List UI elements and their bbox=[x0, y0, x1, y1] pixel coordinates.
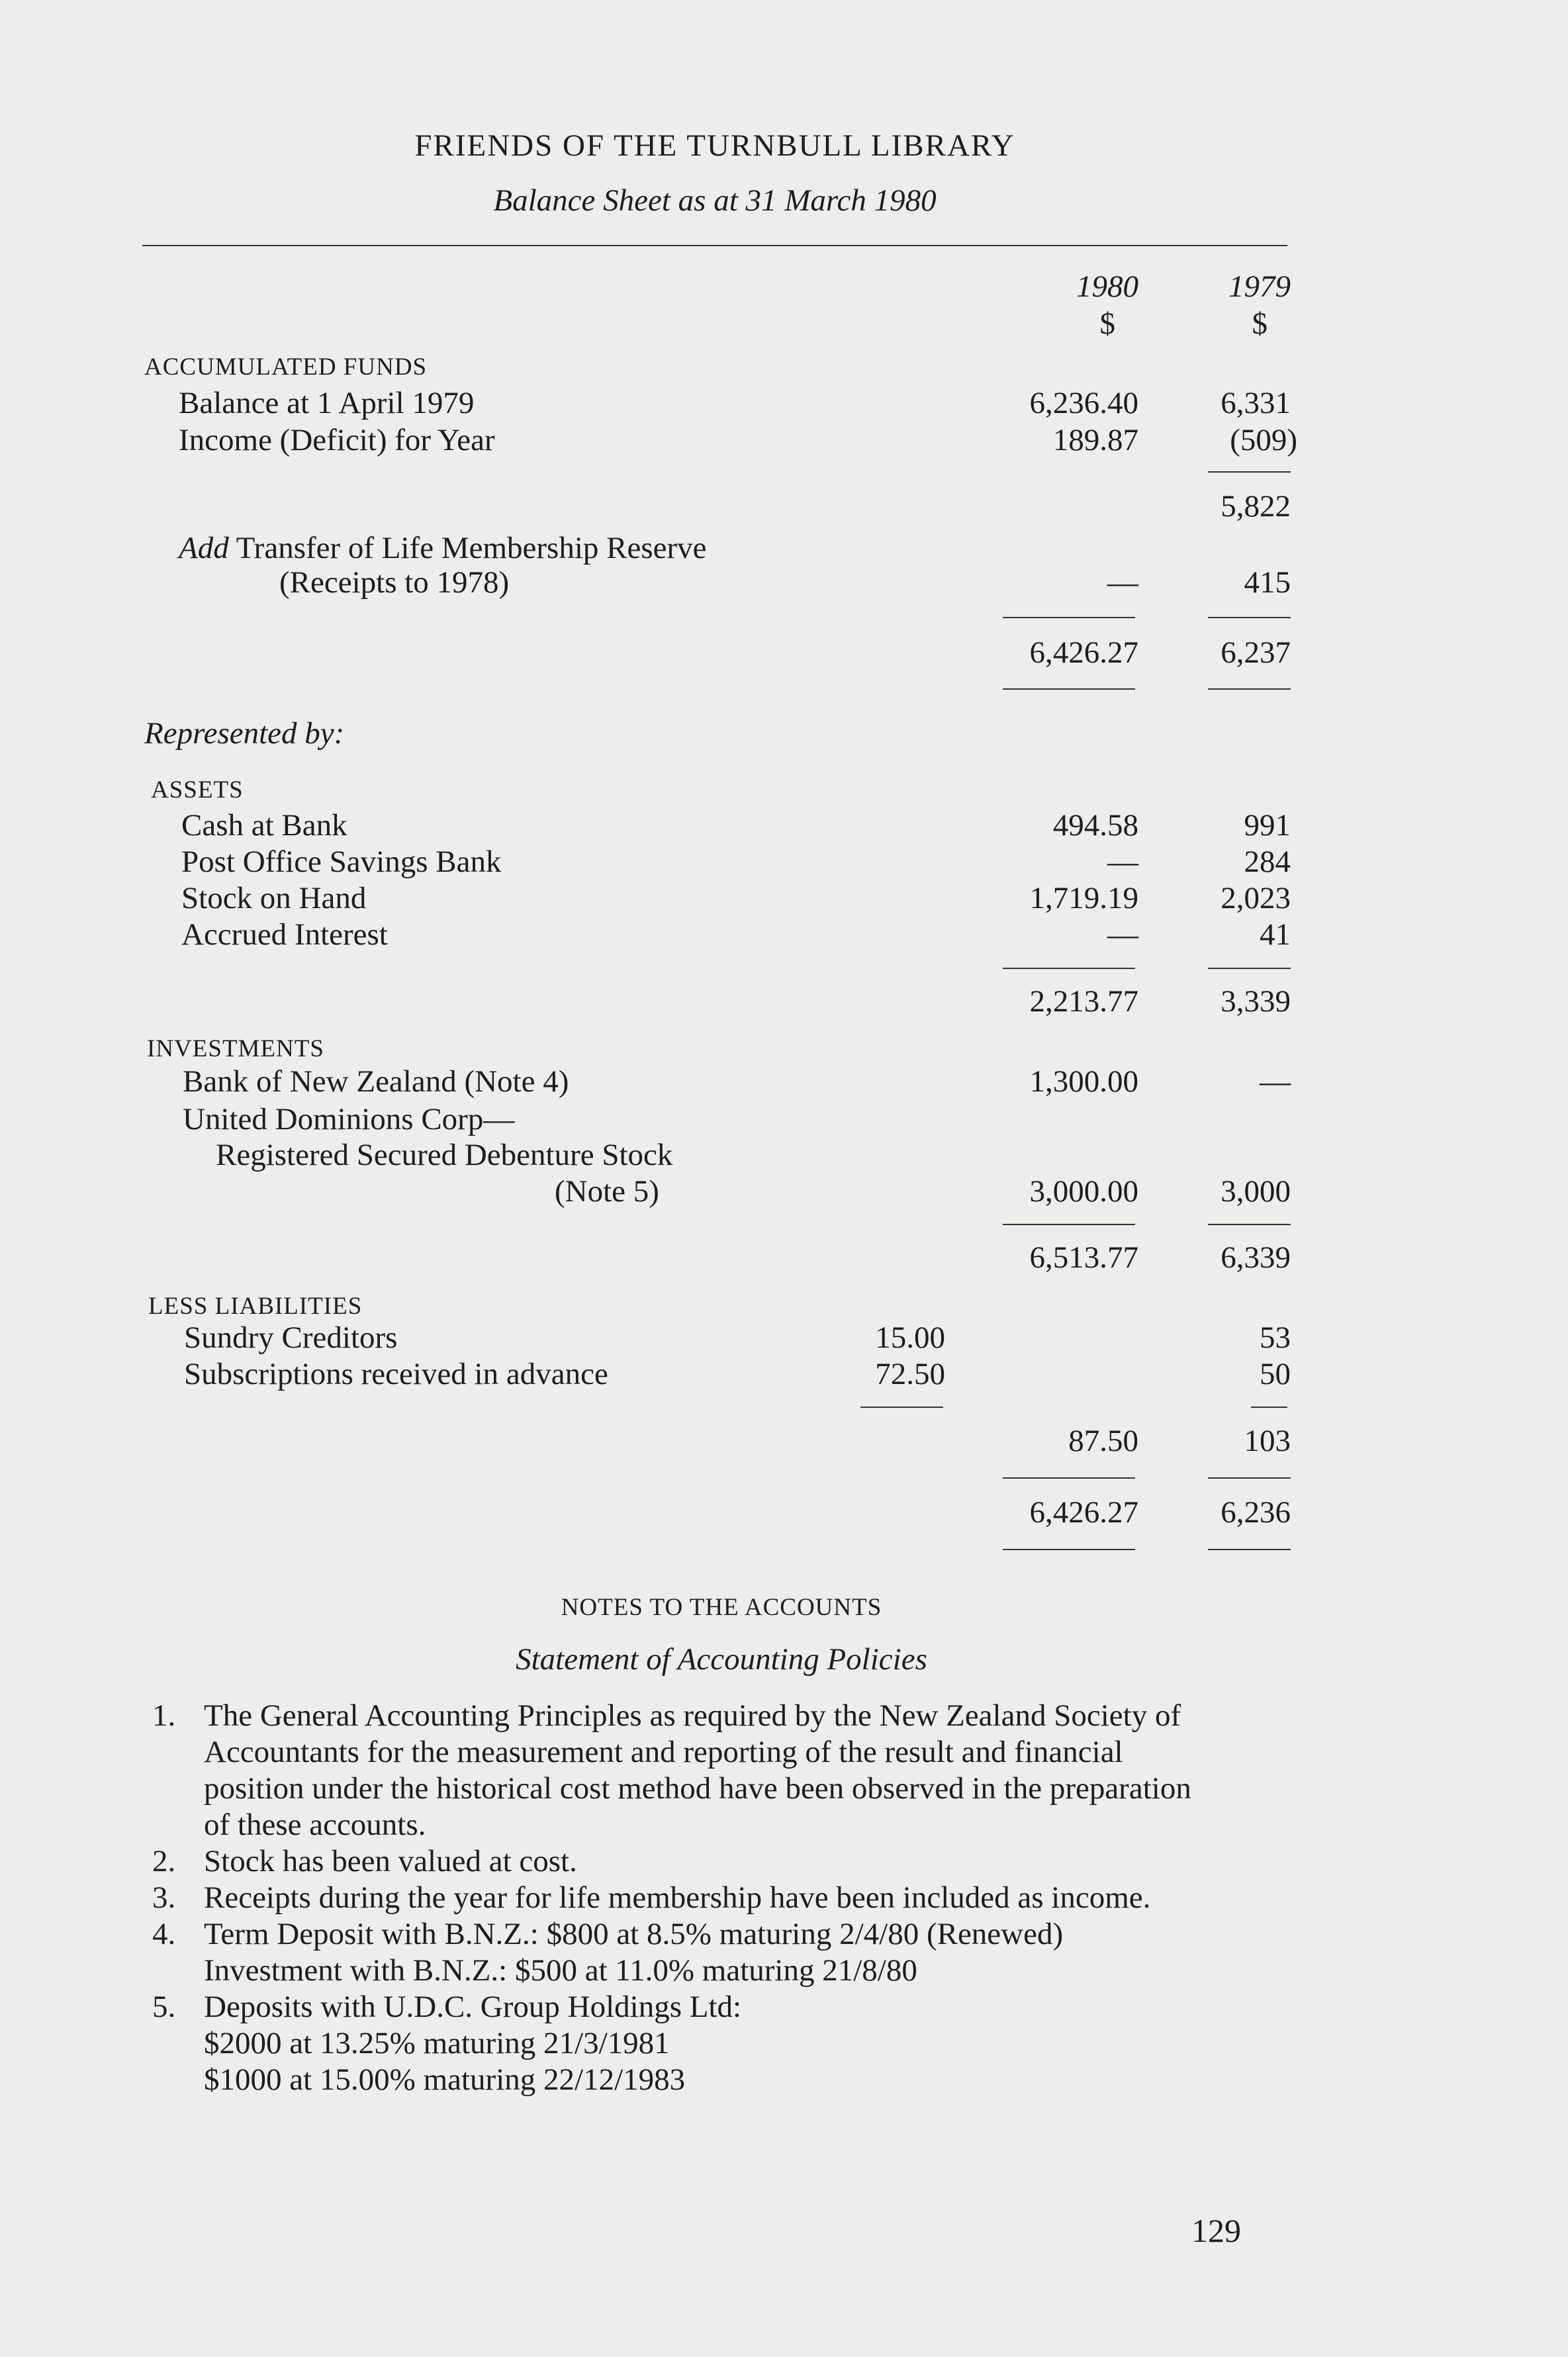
note-number: 5. bbox=[152, 1990, 176, 2024]
asset-label: Stock on Hand bbox=[181, 881, 367, 915]
assets-total-1980: 2,213.77 bbox=[1029, 984, 1138, 1019]
balance-1980: 6,236.40 bbox=[1029, 386, 1138, 420]
page-number: 129 bbox=[1191, 2212, 1241, 2249]
rule bbox=[1003, 1549, 1135, 1550]
note-line: Investment with B.N.Z.: $500 at 11.0% maturing 21/8/80 bbox=[204, 1953, 917, 1988]
income-1979: (509) bbox=[1230, 423, 1297, 457]
add-word: Add bbox=[179, 531, 229, 565]
section-investments: INVESTMENTS bbox=[147, 1035, 324, 1062]
net-total-1979: 6,236 bbox=[1221, 1495, 1291, 1530]
note-line: The General Accounting Principles as required by the New Zealand Society of bbox=[204, 1698, 1181, 1733]
investments-total-1980: 6,513.77 bbox=[1029, 1240, 1138, 1275]
represented-by: Represented by: bbox=[144, 716, 345, 751]
asset-1980: 1,719.19 bbox=[1029, 881, 1138, 915]
rule bbox=[1208, 1549, 1291, 1550]
liabilities-total-1979: 103 bbox=[1244, 1424, 1291, 1458]
note-line: $1000 at 15.00% maturing 22/12/1983 bbox=[204, 2062, 686, 2097]
note-number: 1. bbox=[152, 1698, 176, 1733]
income-1980: 189.87 bbox=[1052, 423, 1138, 457]
note-number: 2. bbox=[152, 1844, 176, 1878]
notes-heading: NOTES TO THE ACCOUNTS bbox=[561, 1594, 882, 1621]
transfer-label bbox=[179, 533, 707, 564]
funds-total-1980: 6,426.27 bbox=[1029, 635, 1138, 670]
asset-1979: 284 bbox=[1244, 845, 1291, 879]
rule bbox=[1208, 968, 1291, 969]
rule bbox=[1003, 1224, 1135, 1225]
udc-label-3: (Note 5) bbox=[555, 1174, 659, 1209]
page-title: FRIENDS OF THE TURNBULL LIBRARY bbox=[414, 128, 1015, 163]
asset-1980: — bbox=[1107, 917, 1138, 952]
udc-label-2: Registered Secured Debenture Stock bbox=[216, 1138, 673, 1172]
note-line: Term Deposit with B.N.Z.: $800 at 8.5% maturing 2/4/80 (Renewed) bbox=[204, 1917, 1064, 1951]
column-year-1979: 1979 bbox=[1228, 269, 1291, 304]
section-assets: ASSETS bbox=[151, 776, 244, 804]
column-year-1980: 1980 bbox=[1076, 269, 1138, 304]
sundry-1979: 53 bbox=[1260, 1320, 1291, 1355]
subscriptions-1979: 50 bbox=[1260, 1357, 1291, 1391]
rule bbox=[1003, 1477, 1135, 1479]
subscriptions-label: Subscriptions received in advance bbox=[184, 1357, 608, 1391]
note-line: Stock has been valued at cost. bbox=[204, 1844, 577, 1878]
sundry-amount: 15.00 bbox=[875, 1320, 945, 1355]
balance-1979: 6,331 bbox=[1221, 386, 1291, 420]
transfer-label-2: (Receipts to 1978) bbox=[279, 565, 510, 600]
rule bbox=[1208, 617, 1291, 618]
balance-label: Balance at 1 April 1979 bbox=[179, 386, 475, 420]
note-line: position under the historical cost method have been observed in the preparation bbox=[204, 1771, 1191, 1806]
sundry-label: Sundry Creditors bbox=[184, 1320, 398, 1355]
asset-label: Post Office Savings Bank bbox=[181, 845, 502, 879]
asset-1980: 494.58 bbox=[1052, 808, 1138, 843]
bnz-1980: 1,300.00 bbox=[1029, 1064, 1138, 1099]
asset-1980: — bbox=[1107, 845, 1138, 879]
income-label: Income (Deficit) for Year bbox=[179, 423, 495, 457]
rule bbox=[1208, 688, 1291, 690]
transfer-1979: 415 bbox=[1244, 565, 1291, 600]
funds-total-1979: 6,237 bbox=[1221, 635, 1291, 670]
section-liabilities: LESS LIABILITIES bbox=[148, 1293, 363, 1320]
asset-label: Accrued Interest bbox=[181, 917, 388, 952]
section-accumulated-funds: ACCUMULATED FUNDS bbox=[144, 353, 428, 381]
asset-1979: 41 bbox=[1260, 917, 1291, 952]
subtotal-1979: 5,822 bbox=[1221, 489, 1291, 524]
transfer-1980: — bbox=[1107, 565, 1138, 600]
notes-subheading: Statement of Accounting Policies bbox=[516, 1642, 927, 1677]
note-item bbox=[152, 1989, 1296, 2098]
rule bbox=[1003, 968, 1135, 969]
note-line: $2000 at 13.25% maturing 21/3/1981 bbox=[204, 2026, 670, 2060]
rule bbox=[860, 1407, 943, 1408]
bnz-label: Bank of New Zealand (Note 4) bbox=[183, 1064, 569, 1099]
rule bbox=[1208, 471, 1291, 473]
note-number: 3. bbox=[152, 1880, 176, 1915]
note-item bbox=[152, 1916, 1296, 1989]
udc-1980: 3,000.00 bbox=[1029, 1174, 1138, 1209]
page-subtitle: Balance Sheet as at 31 March 1980 bbox=[493, 183, 937, 218]
header-divider bbox=[142, 245, 1287, 246]
note-line: Accountants for the measurement and reporting of the result and financial bbox=[204, 1735, 1123, 1769]
liabilities-total-1980: 87.50 bbox=[1068, 1424, 1138, 1458]
note-number: 4. bbox=[152, 1917, 176, 1951]
udc-1979: 3,000 bbox=[1221, 1174, 1291, 1209]
assets-total-1979: 3,339 bbox=[1221, 984, 1291, 1019]
note-item bbox=[152, 1880, 1296, 1916]
transfer-text: Transfer of Life Membership Reserve bbox=[236, 531, 707, 565]
subscriptions-amount: 72.50 bbox=[875, 1357, 945, 1391]
column-currency-1979: $ bbox=[1252, 306, 1268, 341]
note-line: of these accounts. bbox=[204, 1808, 426, 1842]
note-line: Receipts during the year for life membership have been included as income. bbox=[204, 1880, 1151, 1915]
bnz-1979: — bbox=[1260, 1064, 1291, 1099]
rule bbox=[1003, 688, 1135, 690]
udc-label: United Dominions Corp— bbox=[183, 1102, 515, 1136]
note-item bbox=[152, 1843, 1296, 1880]
net-total-1980: 6,426.27 bbox=[1029, 1495, 1138, 1530]
asset-label: Cash at Bank bbox=[181, 808, 347, 843]
rule bbox=[1251, 1407, 1287, 1408]
note-item bbox=[152, 1698, 1296, 1843]
asset-1979: 991 bbox=[1244, 808, 1291, 843]
note-line: Deposits with U.D.C. Group Holdings Ltd: bbox=[204, 1990, 742, 2024]
asset-1979: 2,023 bbox=[1221, 881, 1291, 915]
rule bbox=[1208, 1477, 1291, 1479]
investments-total-1979: 6,339 bbox=[1221, 1240, 1291, 1275]
rule bbox=[1003, 617, 1135, 618]
column-currency-1980: $ bbox=[1099, 306, 1115, 341]
rule bbox=[1208, 1224, 1291, 1225]
